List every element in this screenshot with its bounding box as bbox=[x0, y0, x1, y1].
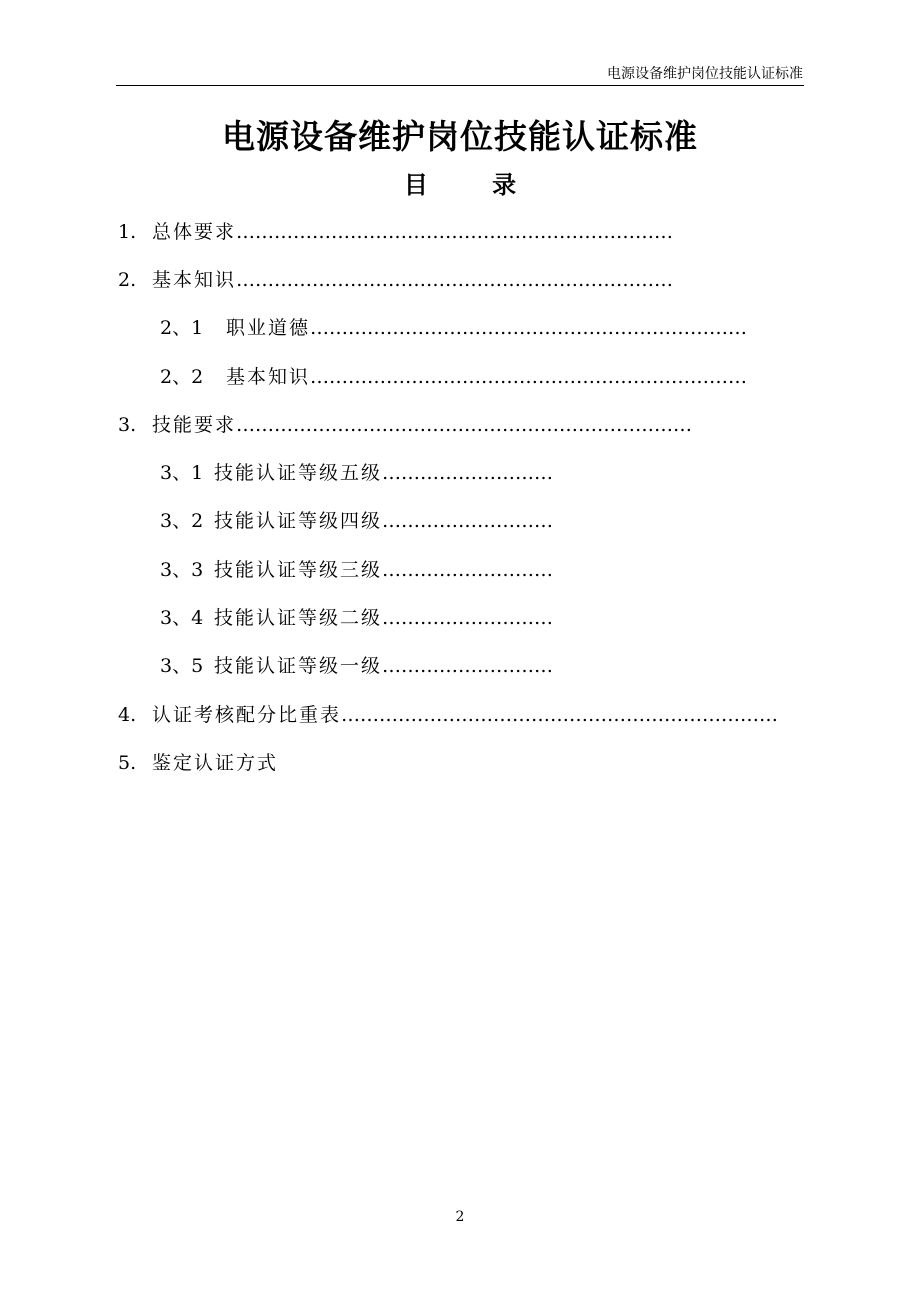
document-title: 电源设备维护岗位技能认证标准 bbox=[222, 117, 698, 156]
running-header-title: 电源设备维护岗位技能认证标准 bbox=[607, 66, 803, 82]
toc-entry-leader: …………………………………………………………… bbox=[310, 317, 748, 339]
toc-entry-label: 职业道德 bbox=[226, 317, 311, 339]
toc-entry[interactable] bbox=[160, 362, 747, 392]
toc-entry-leader: ……………………………………………………………… bbox=[236, 414, 693, 436]
toc-entry[interactable] bbox=[160, 603, 553, 633]
toc-entry-label: 技能认证等级三级 bbox=[214, 559, 383, 581]
toc-entry[interactable] bbox=[118, 410, 692, 440]
toc-entry[interactable] bbox=[160, 313, 747, 343]
toc-entry-number: 3. bbox=[118, 414, 137, 436]
toc-entry-number: 1. bbox=[118, 221, 137, 243]
toc-entry-leader: ……………………… bbox=[382, 607, 554, 629]
toc-entry-number: 3、3 bbox=[160, 559, 204, 581]
toc-entry[interactable] bbox=[160, 651, 553, 681]
toc-entry[interactable] bbox=[160, 458, 553, 488]
toc-entry-number: 3、4 bbox=[160, 607, 204, 629]
toc-entry-label: 技能认证等级一级 bbox=[214, 655, 383, 677]
toc-entry-leader: ……………………… bbox=[382, 510, 554, 532]
toc-entry-label: 技能认证等级四级 bbox=[214, 510, 383, 532]
toc-entry-label: 技能要求 bbox=[152, 414, 237, 436]
toc-entry-label: 总体要求 bbox=[152, 221, 237, 243]
page-number: 2 bbox=[455, 1209, 465, 1225]
header-rule bbox=[116, 85, 804, 86]
toc-entry[interactable] bbox=[160, 506, 553, 536]
toc-entry[interactable] bbox=[118, 748, 278, 778]
toc-entry-label: 技能认证等级二级 bbox=[214, 607, 383, 629]
toc-entry-leader: …………………………………………………………… bbox=[236, 221, 674, 243]
toc-entry-leader: …………………………………………………………… bbox=[310, 366, 748, 388]
toc-entry-number: 2、2 bbox=[160, 366, 204, 388]
toc-entry-leader: …………………………………………………………… bbox=[341, 704, 779, 726]
toc-entry-number: 3、1 bbox=[160, 462, 204, 484]
toc-entry-leader: ……………………… bbox=[382, 462, 554, 484]
toc-entry[interactable] bbox=[118, 217, 673, 247]
toc-entry-label: 技能认证等级五级 bbox=[214, 462, 383, 484]
toc-entry-leader: …………………………………………………………… bbox=[236, 269, 674, 291]
toc-entry-label: 基本知识 bbox=[152, 269, 237, 291]
toc-entry[interactable] bbox=[118, 265, 673, 295]
toc-entry[interactable] bbox=[118, 700, 778, 730]
toc-entry-number: 3、2 bbox=[160, 510, 204, 532]
toc-heading: 目 录 bbox=[403, 170, 545, 199]
toc-entry-number: 2. bbox=[118, 269, 137, 291]
toc-entry-label: 认证考核配分比重表 bbox=[152, 704, 342, 726]
toc-entry-label: 基本知识 bbox=[226, 366, 311, 388]
toc-entry-number: 4. bbox=[118, 704, 137, 726]
toc-entry-number: 5. bbox=[118, 752, 137, 774]
toc-entry-leader: ……………………… bbox=[382, 559, 554, 581]
toc-entry[interactable] bbox=[160, 555, 553, 585]
toc-entry-number: 3、5 bbox=[160, 655, 204, 677]
toc-entry-leader: ……………………… bbox=[382, 655, 554, 677]
toc-entry-number: 2、1 bbox=[160, 317, 204, 339]
toc-entry-label: 鉴定认证方式 bbox=[152, 752, 279, 774]
